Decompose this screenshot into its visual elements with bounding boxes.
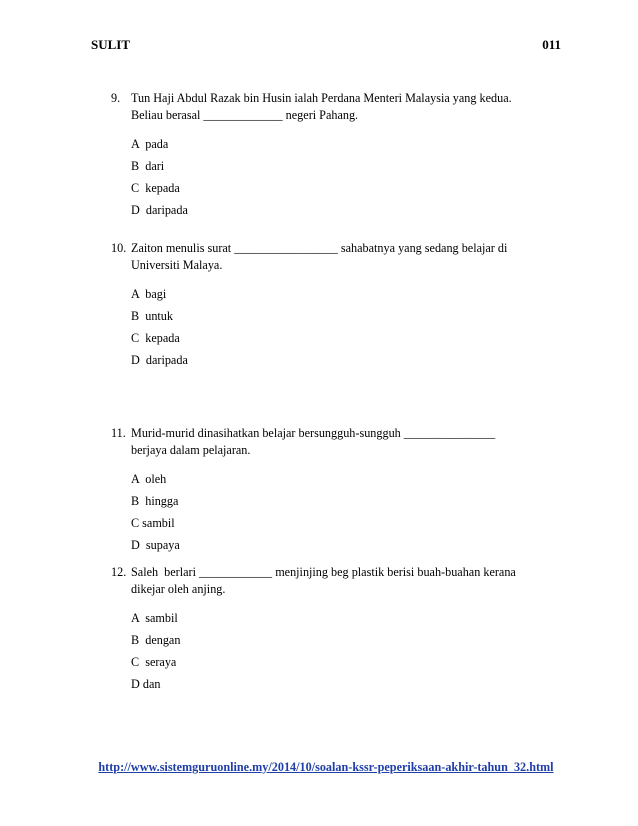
- question-text-line: Zaiton menulis surat _________________ sahabatnya yang sedang belajar di: [131, 241, 508, 255]
- option-a: A oleh: [131, 472, 167, 486]
- option-c: C kepada: [131, 331, 180, 345]
- option-d: D daripada: [131, 353, 188, 367]
- option-d: D supaya: [131, 538, 180, 552]
- option-a: A sambil: [131, 611, 178, 625]
- question-text-line: berjaya dalam pelajaran.: [131, 443, 251, 457]
- option-c: C kepada: [131, 181, 180, 195]
- option-b: B dengan: [131, 633, 181, 647]
- header-paper-code: 011: [542, 37, 561, 52]
- question-11: [111, 425, 541, 556]
- option-a: A pada: [131, 137, 169, 151]
- answer-options: [111, 468, 541, 556]
- option-c: C seraya: [131, 655, 177, 669]
- question-10: [111, 240, 541, 371]
- question-number: 9.: [111, 91, 121, 105]
- answer-options: [111, 607, 541, 695]
- question-text-line: Beliau berasal _____________ negeri Pahang.: [131, 108, 359, 122]
- option-d: D daripada: [131, 203, 188, 217]
- question-number: 11.: [111, 426, 126, 440]
- question-text-line: Tun Haji Abdul Razak bin Husin ialah Perdana Menteri Malaysia yang kedua.: [131, 91, 512, 105]
- question-number: 12.: [111, 565, 127, 579]
- header-classification: SULIT: [91, 37, 131, 52]
- question-text-line: dikejar oleh anjing.: [131, 582, 226, 596]
- question-text-line: Saleh berlari ____________ menjinjing beg plastik berisi buah-buahan kerana: [131, 565, 516, 579]
- answer-options: [111, 133, 541, 221]
- option-b: B dari: [131, 159, 165, 173]
- option-b: B hingga: [131, 494, 179, 508]
- question-stem: [111, 240, 541, 274]
- option-d: D dan: [131, 677, 161, 691]
- option-b: B untuk: [131, 309, 173, 323]
- question-12: [111, 564, 541, 695]
- question-stem: [111, 564, 541, 598]
- question-text-line: Universiti Malaya.: [131, 258, 223, 272]
- question-text-line: Murid-murid dinasihatkan belajar bersungguh-sungguh _______________: [131, 426, 496, 440]
- question-stem: [111, 90, 541, 124]
- option-a: A bagi: [131, 287, 167, 301]
- question-9: [111, 90, 541, 221]
- page-header: [91, 37, 561, 53]
- answer-options: [111, 283, 541, 371]
- question-number: 10.: [111, 241, 127, 255]
- source-url-link[interactable]: http://www.sistemguruonline.my/2014/10/soalan-kssr-peperiksaan-akhir-tahun_32.html: [98, 760, 554, 774]
- question-stem: [111, 425, 541, 459]
- option-c: C sambil: [131, 516, 175, 530]
